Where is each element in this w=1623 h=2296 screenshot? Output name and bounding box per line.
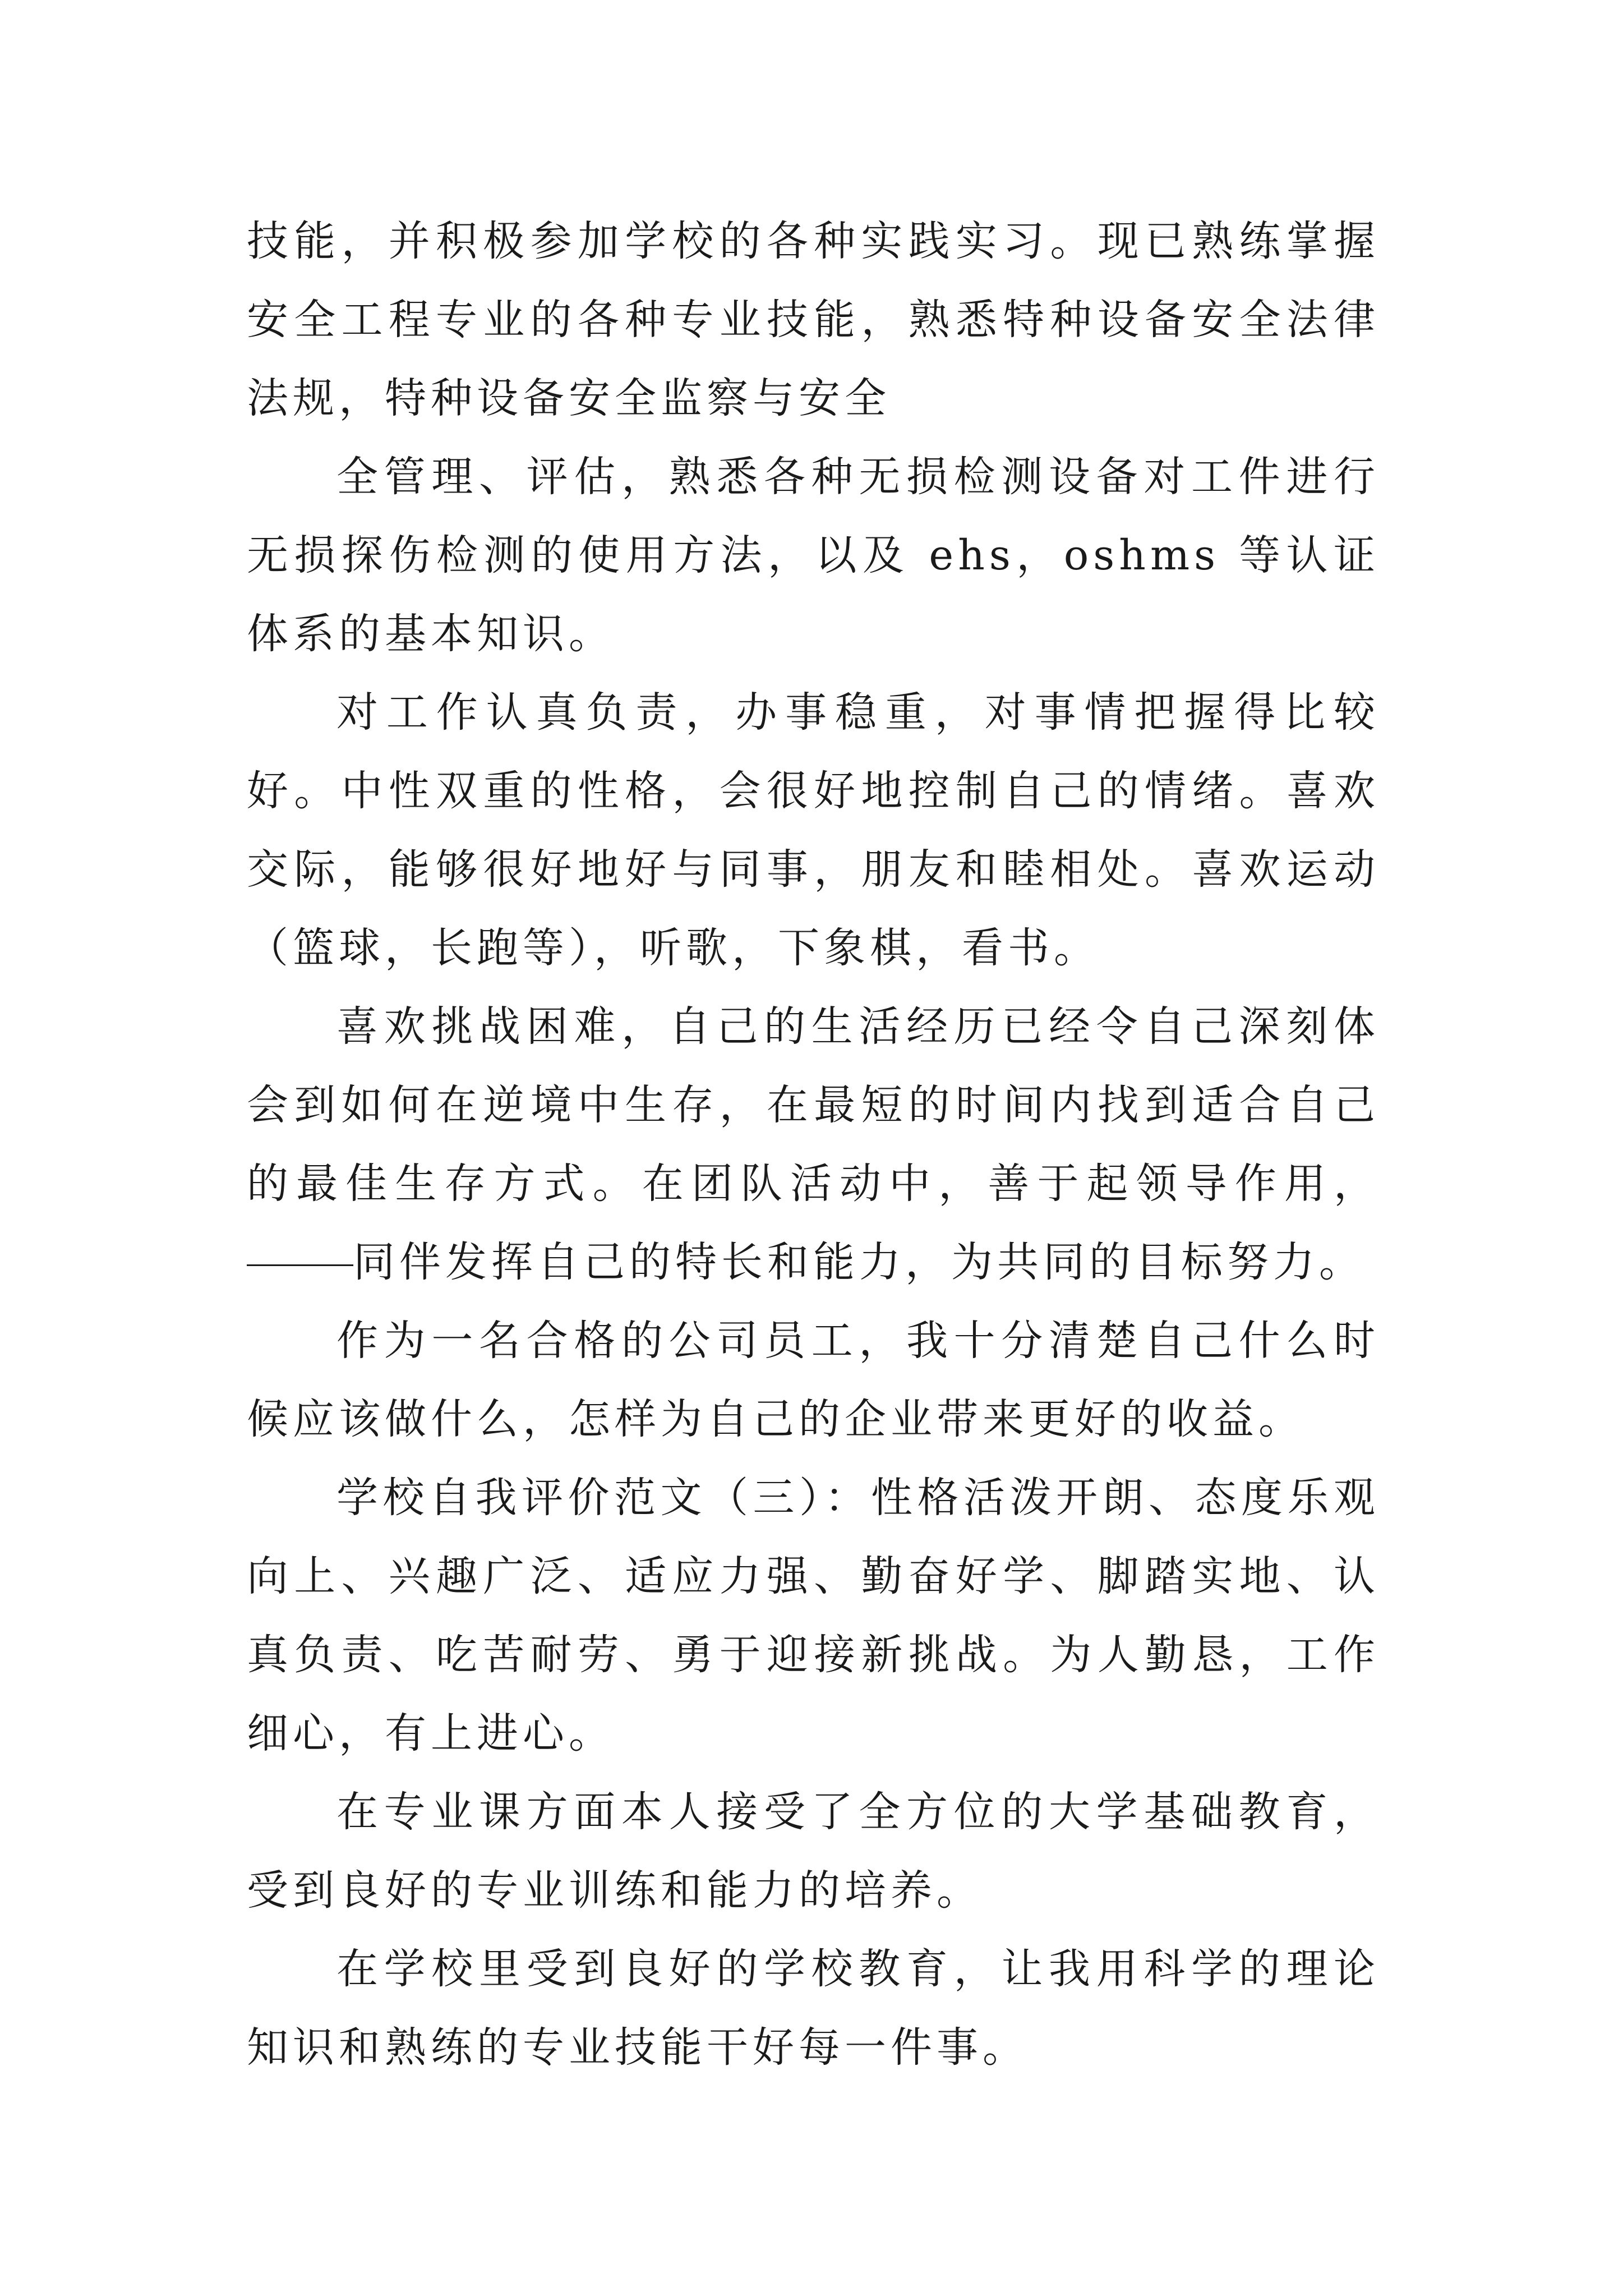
paragraph-employee: 作为一名合格的公司员工，我十分清楚自己什么时候应该做什么，怎样为自己的企业带来更好的收益。 [247,1317,1380,1443]
paragraph-safety-skills: 全管理、评估，熟悉各种无损检测设备对工件进行无损探伤检测的使用方法，以及 ehs，oshms 等认证体系的基本知识。 [247,453,1380,658]
paragraph-continuation: 技能，并积极参加学校的各种实践实习。现已熟练掌握安全工程专业的各种专业技能，熟悉特种设备安全法律法规，特种设备安全监察与安全 [247,217,1380,422]
paragraph-challenges-text-after: 同伴发挥自己的特长和能力，为共同的目标努力。 [353,1238,1365,1286]
paragraph-challenges [247,987,1380,1301]
document-body [247,202,1380,2087]
fill-in-blank [247,1264,353,1266]
paragraph-sample-three: 学校自我评价范文（三）：性格活泼开朗、态度乐观向上、兴趣广泛、适应力强、勤奋好学、脚踏实地、认真负责、吃苦耐劳、勇于迎接新挑战。为人勤恳，工作细心，有上进心。 [247,1474,1380,1757]
paragraph-major-courses: 在专业课方面本人接受了全方位的大学基础教育，受到良好的专业训练和能力的培养。 [247,1788,1380,1915]
paragraph-challenges-text-before: 喜欢挑战困难，自己的生活经历已经令自己深刻体会到如何在逆境中生存，在最短的时间内找到适合自己的最佳生存方式。在团队活动中，善于起领导作用， [247,1002,1380,1208]
paragraph-school-education: 在学校里受到良好的学校教育，让我用科学的理论知识和熟练的专业技能干好每一件事。 [247,1945,1380,2072]
paragraph-personality: 对工作认真负责，办事稳重，对事情把握得比较好。中性双重的性格，会很好地控制自己的情绪。喜欢交际，能够很好地好与同事，朋友和睦相处。喜欢运动（篮球，长跑等），听歌，下象棋，看书。 [247,688,1380,972]
